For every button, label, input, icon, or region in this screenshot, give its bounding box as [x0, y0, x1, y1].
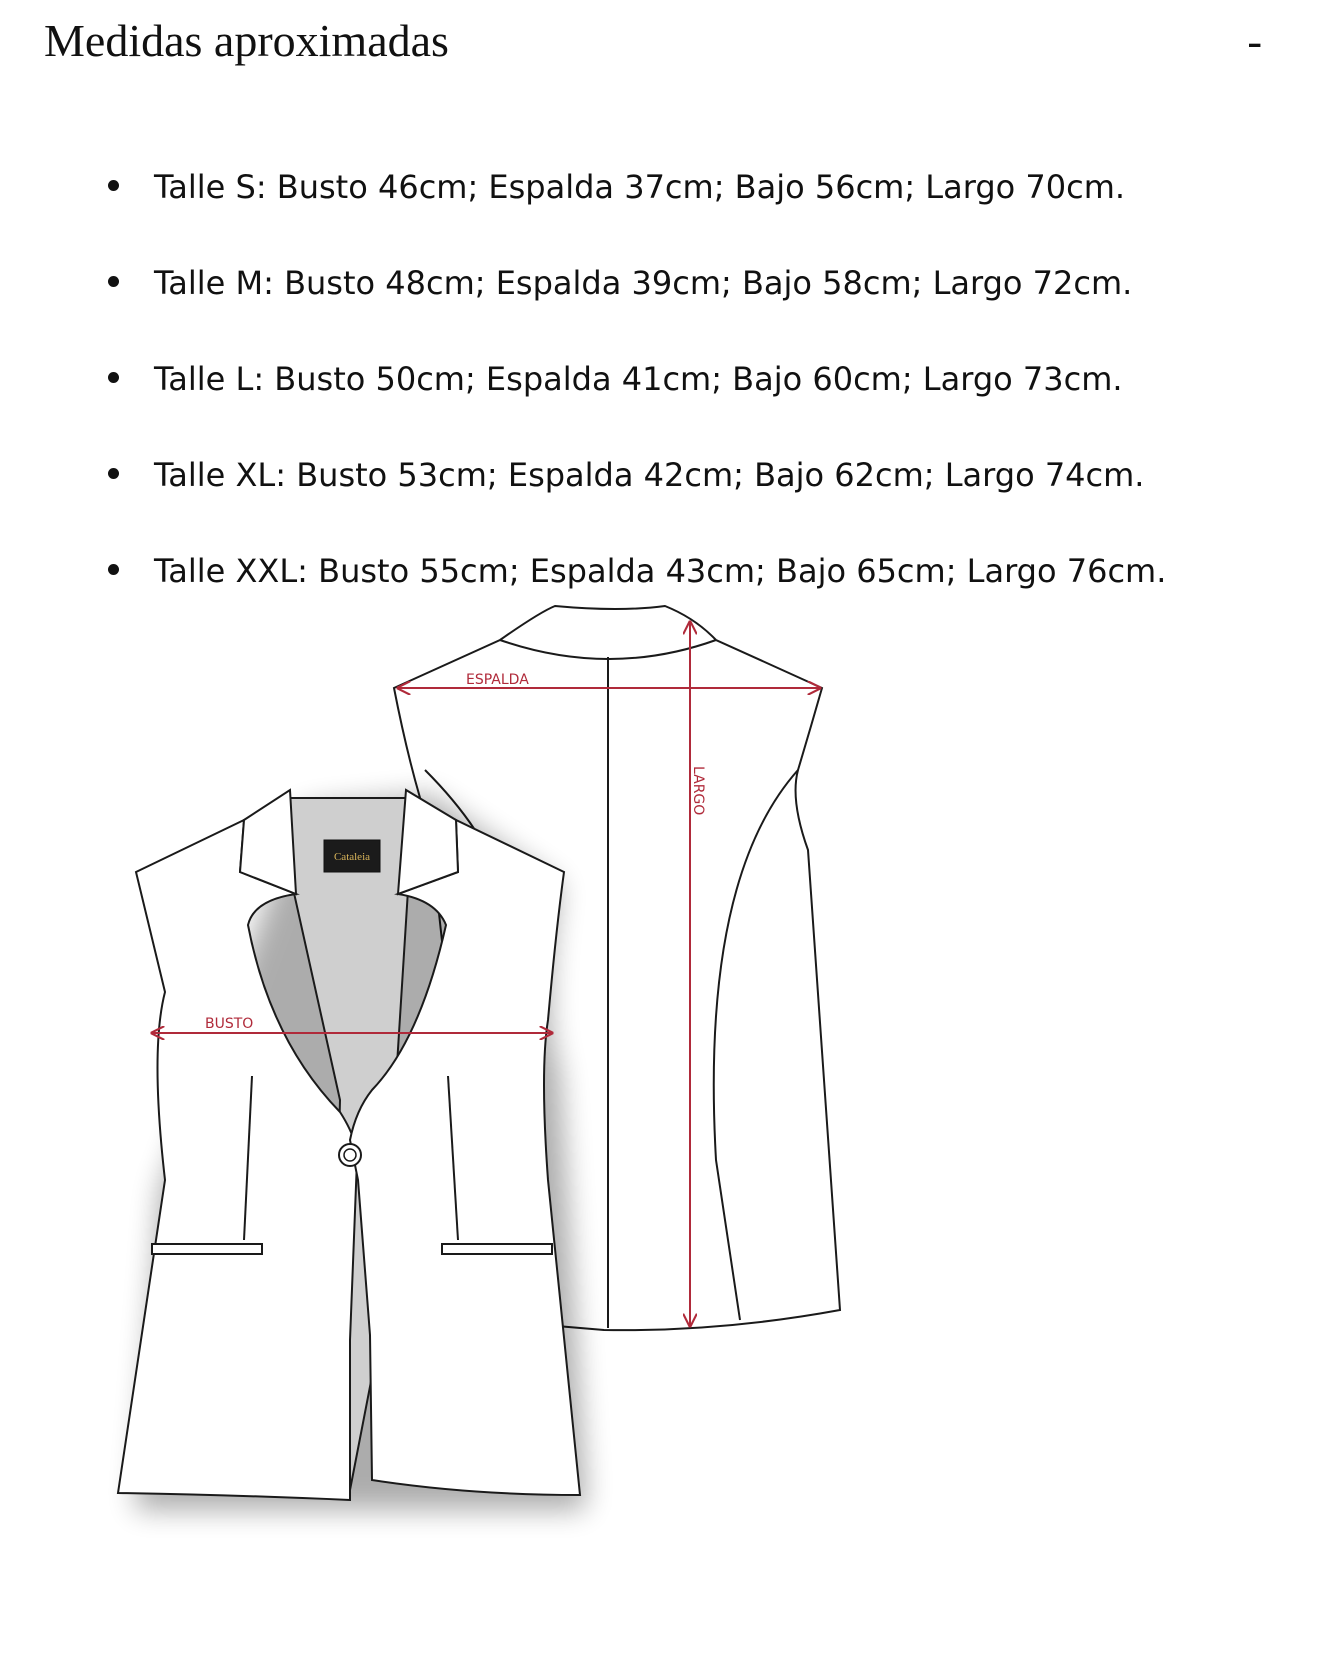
bullet-icon — [108, 468, 119, 479]
vest-front-view — [118, 790, 580, 1500]
size-item-text: Talle L: Busto 50cm; Espalda 41cm; Bajo 60cm; Largo 73cm. — [154, 360, 1123, 398]
vest-diagram-svg — [0, 600, 1320, 1666]
section-title: Medidas aproximadas — [44, 15, 449, 66]
front-left-pocket-welt — [152, 1244, 262, 1254]
size-item-text: Talle M: Busto 48cm; Espalda 39cm; Bajo 58cm; Largo 72cm. — [154, 264, 1133, 302]
front-button — [339, 1144, 361, 1166]
brand-tag-text: Cataleia — [333, 851, 371, 863]
size-item-xl — [0, 453, 1320, 549]
vest-measurement-diagram — [0, 600, 1320, 1666]
largo-label: LARGO — [690, 766, 706, 816]
front-right-pocket-welt — [442, 1244, 552, 1254]
espalda-label: ESPALDA — [466, 672, 529, 688]
size-item-s — [0, 165, 1320, 261]
bullet-icon — [108, 276, 119, 287]
size-item-text: Talle S: Busto 46cm; Espalda 37cm; Bajo 56cm; Largo 70cm. — [154, 168, 1126, 206]
section-header-accordion[interactable] — [0, 0, 1320, 90]
size-item-l — [0, 357, 1320, 453]
bullet-icon — [108, 372, 119, 383]
size-item-text: Talle XL: Busto 53cm; Espalda 42cm; Bajo 62cm; Largo 74cm. — [154, 456, 1145, 494]
size-item-m — [0, 261, 1320, 357]
size-measurements-list — [0, 165, 1320, 645]
bullet-icon — [108, 180, 119, 191]
bullet-icon — [108, 564, 119, 575]
busto-label: BUSTO — [205, 1016, 254, 1032]
brand-label-tag — [324, 840, 380, 872]
size-item-text: Talle XXL: Busto 55cm; Espalda 43cm; Bajo 65cm; Largo 76cm. — [154, 552, 1167, 590]
collapse-icon[interactable]: - — [1247, 17, 1262, 66]
